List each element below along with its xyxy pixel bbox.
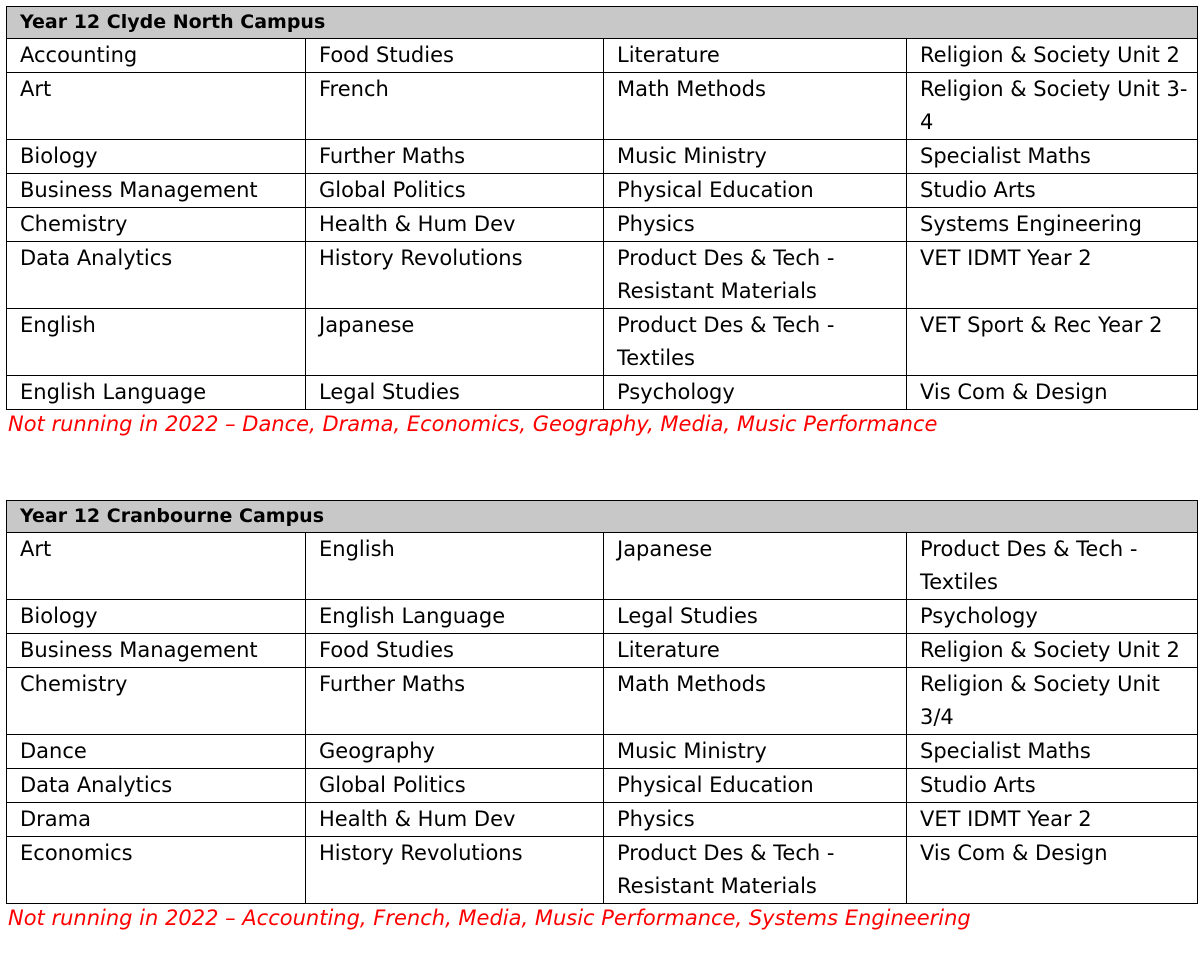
subject-cell: Health & Hum Dev (306, 208, 604, 242)
subject-cell: Vis Com & Design (907, 376, 1198, 410)
subject-cell: Food Studies (306, 39, 604, 73)
table-row (7, 634, 1198, 668)
cranbourne-section (6, 500, 1197, 932)
subject-cell: Data Analytics (7, 769, 306, 803)
subject-cell: Music Ministry (604, 140, 907, 174)
table-row (7, 208, 1198, 242)
subject-cell: Health & Hum Dev (306, 803, 604, 837)
subject-cell: Specialist Maths (907, 735, 1198, 769)
subject-cell: Further Maths (306, 668, 604, 735)
subject-cell: English Language (7, 376, 306, 410)
subject-cell: Studio Arts (907, 769, 1198, 803)
clyde-north-section (6, 6, 1197, 438)
subject-cell: Chemistry (7, 668, 306, 735)
subject-cell: Product Des & Tech - Resistant Materials (604, 242, 907, 309)
table-row (7, 73, 1198, 140)
subject-cell: Religion & Society Unit 3-4 (907, 73, 1198, 140)
subject-cell: Psychology (907, 600, 1198, 634)
subject-cell: Math Methods (604, 73, 907, 140)
subject-cell: English (306, 533, 604, 600)
table-row (7, 309, 1198, 376)
subject-cell: Data Analytics (7, 242, 306, 309)
subject-cell: Food Studies (306, 634, 604, 668)
subject-cell: Psychology (604, 376, 907, 410)
subject-cell: English (7, 309, 306, 376)
subject-cell: Economics (7, 837, 306, 904)
table-row (7, 735, 1198, 769)
subject-cell: History Revolutions (306, 242, 604, 309)
table-row (7, 668, 1198, 735)
table-row (7, 803, 1198, 837)
subject-cell: Accounting (7, 39, 306, 73)
cranbourne-subjects-table (6, 500, 1198, 904)
table-row (7, 39, 1198, 73)
table-row (7, 769, 1198, 803)
cranbourne-not-running-note: Not running in 2022 – Accounting, French, Media, Music Performance, Systems Engineering (8, 906, 971, 930)
subject-cell: Japanese (306, 309, 604, 376)
subject-cell: VET IDMT Year 2 (907, 242, 1198, 309)
subject-cell: Geography (306, 735, 604, 769)
table-row (7, 242, 1198, 309)
subject-cell: Legal Studies (306, 376, 604, 410)
subject-cell: Religion & Society Unit 2 (907, 634, 1198, 668)
table-row (7, 837, 1198, 904)
subject-cell: Specialist Maths (907, 140, 1198, 174)
subject-cell: Math Methods (604, 668, 907, 735)
subject-cell: Product Des & Tech - Textiles (907, 533, 1198, 600)
subject-cell: Further Maths (306, 140, 604, 174)
subject-cell: Studio Arts (907, 174, 1198, 208)
subject-cell: Art (7, 73, 306, 140)
table-header-row (7, 7, 1198, 39)
subject-cell: Dance (7, 735, 306, 769)
subject-cell: Product Des & Tech - Textiles (604, 309, 907, 376)
subject-cell: Biology (7, 140, 306, 174)
subject-cell: VET IDMT Year 2 (907, 803, 1198, 837)
subject-cell: English Language (306, 600, 604, 634)
subject-cell: Religion & Society Unit 2 (907, 39, 1198, 73)
subject-cell: Biology (7, 600, 306, 634)
table-row (7, 140, 1198, 174)
table-row (7, 600, 1198, 634)
table-row (7, 533, 1198, 600)
subject-cell: Product Des & Tech - Resistant Materials (604, 837, 907, 904)
subject-cell: Business Management (7, 634, 306, 668)
subject-cell: Literature (604, 634, 907, 668)
subject-cell: Global Politics (306, 174, 604, 208)
subject-cell: Legal Studies (604, 600, 907, 634)
subject-cell: Physics (604, 208, 907, 242)
subject-cell: Literature (604, 39, 907, 73)
subject-cell: Religion & Society Unit 3/4 (907, 668, 1198, 735)
subject-cell: Vis Com & Design (907, 837, 1198, 904)
subject-cell: Physical Education (604, 769, 907, 803)
clyde-north-table-title: Year 12 Clyde North Campus (7, 7, 1198, 39)
clyde-north-not-running-note: Not running in 2022 – Dance, Drama, Economics, Geography, Media, Music Performance (8, 412, 938, 436)
subject-cell: Systems Engineering (907, 208, 1198, 242)
table-row (7, 174, 1198, 208)
clyde-north-subjects-table (6, 6, 1198, 410)
subject-cell: Art (7, 533, 306, 600)
subject-cell: Drama (7, 803, 306, 837)
subject-cell: History Revolutions (306, 837, 604, 904)
subject-cell: Business Management (7, 174, 306, 208)
table-header-row (7, 501, 1198, 533)
subject-cell: Physics (604, 803, 907, 837)
subject-cell: Physical Education (604, 174, 907, 208)
cranbourne-table-title: Year 12 Cranbourne Campus (7, 501, 1198, 533)
subject-cell: Chemistry (7, 208, 306, 242)
subject-cell: French (306, 73, 604, 140)
subject-cell: VET Sport & Rec Year 2 (907, 309, 1198, 376)
subject-cell: Music Ministry (604, 735, 907, 769)
table-row (7, 376, 1198, 410)
subject-cell: Global Politics (306, 769, 604, 803)
subject-cell: Japanese (604, 533, 907, 600)
